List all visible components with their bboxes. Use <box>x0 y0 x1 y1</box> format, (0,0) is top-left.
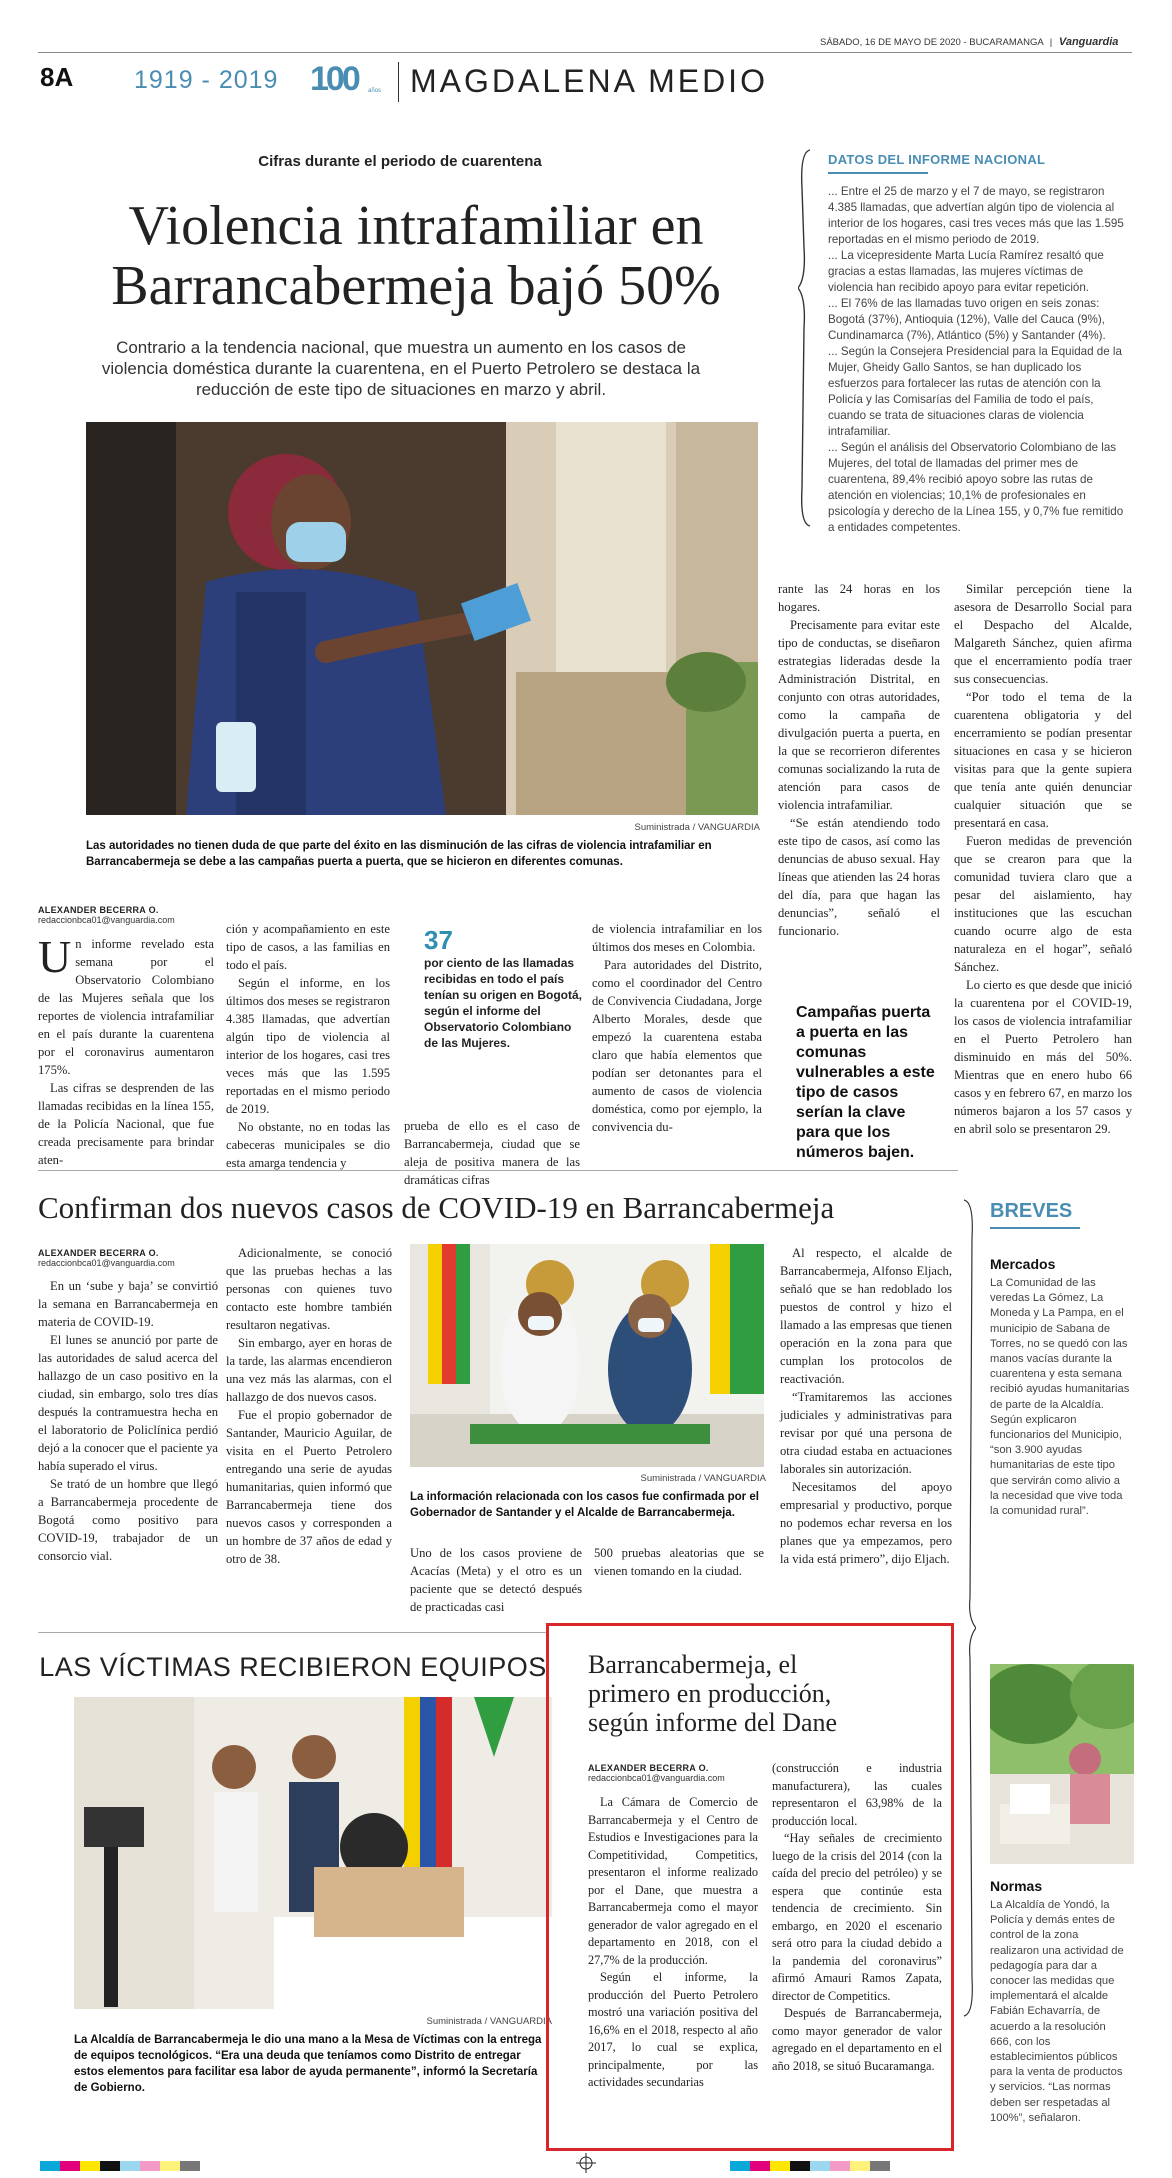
victimas-photo-caption: La Alcaldía de Barrancabermeja le dio una mano a la Mesa de Víctimas con la entrega de equipos tecnológicos. “Era una deuda que teníamos como Distrito de entregar estos elementos para facilitar esa labor de ayuda permanente”, informó la Secretaría de Gobierno. <box>74 2034 542 2094</box>
dane-headline-line2: primero en producción, <box>588 1679 832 1708</box>
covid-col2-p2: Sin embargo, ayer en horas de la tarde, las alarmas encendieron una vez más las alarmas, con el hallazgo de dos nuevos casos. <box>226 1336 392 1404</box>
covid-byline-email: redaccionbca01@vanguardia.com <box>38 1258 175 1268</box>
covid-column-4 <box>594 1544 764 1580</box>
dane-col2-p1: (construcción e industria manufacturera), las cuales representaron el 63,98% de la producción local. <box>772 1761 942 1828</box>
stat-text: por ciento de las llamadas recibidas en todo el país tenían su origen en Bogotá, según el informe del Observatorio Colombiano de las Mujeres. <box>424 956 583 1050</box>
datos-item: ... Según el análisis del Observatorio Colombiano de las Mujeres, del total de llamadas del primer mes de cuarentena, 89,4% recibió apoyo sobre las rutas de atención en violencias; 10,1% de profesionales en psicología y derecho de la Línea 155, y 0,7% fue remitido a entidades competentes. <box>828 441 1124 534</box>
main-col2-p2: Según el informe, en los últimos dos meses se registraron 4.385 llamadas, que advertían algún tipo de violencia al interior de los hogares, casi tres veces más que las 1.595 reportadas en el mismo periodo de 2019. <box>226 976 390 1116</box>
date-line: SÁBADO, 16 DE MAYO DE 2020 - BUCARAMANGA | Vanguardia <box>820 36 1119 48</box>
main-photo <box>86 422 758 815</box>
victimas-top-rule <box>38 1632 548 1633</box>
main-col4-p1: de violencia intrafamiliar en los últimos dos meses en Colombia. <box>592 922 762 954</box>
breves-item1-text: La Comunidad de las veredas La Gómez, La Moneda y La Pampa, en el municipio de Sabana de Torres, no se quedó con las manos vacías durante la cuarentena y esta semana recibió ayudas humanitarias de parte de la Alcaldía. Según explicaron funcionarios del Municipio, “son 3.900 ayudas humanitarias de este tipo que servirán como alivio a la necesidad que vive toda la comunidad rural”. <box>990 1277 1130 1518</box>
dane-column-1 <box>588 1794 758 2092</box>
covid-top-rule <box>38 1170 958 1171</box>
covid-column-2 <box>226 1244 392 1568</box>
main-col2-p1: ción y acompañamiento en este tipo de casos, a las familias en todo el país. <box>226 922 390 972</box>
stat-number: 37 <box>424 925 453 955</box>
main-byline-email: redaccionbca01@vanguardia.com <box>38 915 175 925</box>
breves-title-rule <box>990 1227 1080 1229</box>
anniversary-years: 1919 - 2019 <box>134 66 279 94</box>
covid-photo <box>410 1244 764 1467</box>
color-registration-bar-left <box>40 2158 200 2176</box>
main-col1-first: n informe revelado esta semana por el Observatorio Colombiano de las Mujeres señala que los reportes de violencia intrafamiliar en el país durante la cuarentena por el coronavirus aumentaron 175%. <box>38 937 214 1077</box>
anniversary-logo <box>310 60 400 104</box>
main-col5-p1: rante las 24 horas en los hogares. <box>778 582 940 614</box>
dane-byline-name: ALEXANDER BECERRA O. <box>588 1763 709 1773</box>
main-photo-illustration <box>86 422 758 815</box>
datos-list <box>828 184 1124 536</box>
main-col6-p1: Similar percepción tiene la asesora de Desarrollo Social para el Despacho del Alcalde, Malgareth Sánchez, quien afirma que el encerramiento podía traer sus consecuencias. <box>954 582 1132 686</box>
breves-title: BREVES <box>990 1200 1073 1222</box>
covid-col5-p1: Al respecto, el alcalde de Barrancabermeja, Alfonso Eljach, señaló que se han redoblado los puestos de control y hizo el llamado a las empresas que tienen operación en la zona para que cumplan los protocolos de reactivación. <box>780 1246 952 1386</box>
victimas-photo <box>74 1697 552 2009</box>
main-kicker: Cifras durante el periodo de cuarentena <box>258 153 542 170</box>
breves-item2-title: Normas <box>990 1878 1043 1894</box>
color-registration-bar-right <box>730 2158 890 2176</box>
registration-mark <box>576 2153 596 2178</box>
dane-col2-p2: “Hay señales de crecimiento luego de la crisis del 2014 (con la caída del precio del petróleo) y se espera que continúe esta tendencia de crecimiento. Sin embargo, en 2020 el escenario será otro para la ciudad debido a la pandemia del coronavirus” afirmó Amauri Ramos Zapata, director de Competitics. <box>772 1831 942 2003</box>
datos-title: DATOS DEL INFORME NACIONAL <box>828 152 1046 167</box>
main-photo-credit: Suministrada / VANGUARDIA <box>634 822 760 833</box>
dane-col2-p3: Después de Barrancabermeja, como mayor generador de valor agregado en el departamento en el año 2018, se situó Bucaramanga. <box>772 2006 942 2073</box>
datos-item: ... Entre el 25 de marzo y el 7 de mayo, se registraron 4.385 llamadas, que advertían algún tipo de violencia al interior de los hogares, casi tres veces más que las 1.595 reportadas en el mismo periodo de 2019. <box>828 185 1124 246</box>
main-headline-line1: Violencia intrafamiliar en <box>128 195 704 257</box>
covid-column-5 <box>780 1244 952 1568</box>
breves-photo-illustration <box>990 1664 1134 1864</box>
datos-item: ... Según la Consejera Presidencial para la Equidad de la Mujer, Gheidy Gallo Santos, se han duplicado los esfuerzos para fortalecer las rutas de atención con la Policía y las Comisarías del Familia de todo el país, cuando se trata de situaciones claras de violencia intrafamiliar. <box>828 345 1122 438</box>
main-photo-caption: Las autoridades no tienen duda de que parte del éxito en las disminución de las cifras de violencia intrafamiliar en Barrancabermeja se debe a las campañas puerta a puerta, que se hicieron en diferentes comunas. <box>86 840 712 868</box>
covid-byline <box>38 1248 228 1268</box>
section-title: MAGDALENA MEDIO <box>410 63 768 99</box>
main-col6-p4: Lo cierto es que desde que inició la cuarentena por el COVID-19, los casos de violencia intrafamiliar en el Puerto Petrolero han disminuido en más del 50%. Mientras que en enero hubo 66 casos y en febrero 67, en marzo los números bajaron a los 57 casos y en abril solo se presentaron 29. <box>954 978 1132 1136</box>
page-number: 8A <box>40 62 74 92</box>
covid-col1-p2: El lunes se anunció por parte de las autoridades de salud acerca del hallazgo de un caso positivo en la ciudad, sin embargo, solo tres días después la contramuestra hecha en el laboratorio de Policlínica perdió dejó a la conocer que el paciente ya había superado el virus. <box>38 1333 218 1473</box>
covid-column-1 <box>38 1277 218 1565</box>
breves-photo <box>990 1664 1134 1864</box>
registration-mark-icon <box>576 2153 596 2173</box>
datos-item: ... El 76% de las llamadas tuvo origen en seis zonas: Bogotá (37%), Antioquia (12%), Valle del Cauca (9%), Cundinamarca (7%), Atlántico (5%) y Santander (4%). <box>828 297 1106 342</box>
header-rule <box>38 52 1132 53</box>
main-column-3 <box>404 1117 580 1189</box>
datos-bracket-shape <box>798 148 812 528</box>
breves-item2-text: La Alcaldía de Yondó, la Policía y demás entes de control de la zona realizaron una actividad de pedagogía para dar a conocer las medidas que implementará el alcalde Fabián Echavarría, de acuerdo a la resolución 666, con los establecimientos públicos para la venta de productos y servicios. “Las normas deben ser respetadas al 100%”, señalaron. <box>990 1899 1124 2124</box>
covid-col1-p3: Se trató de un hombre que llegó a Barrancabermeja procedente de Bogotá como positivo para COVID-19, trabajador de un consorcio vial. <box>38 1477 218 1563</box>
covid-byline-name: ALEXANDER BECERRA O. <box>38 1248 159 1258</box>
covid-photo-illustration <box>410 1244 764 1467</box>
main-headline-line2: Barrancabermeja bajó 50% <box>111 255 721 317</box>
breves-bracket <box>962 1198 976 2018</box>
logo-sub: años <box>368 88 382 94</box>
main-pullquote: Campañas puerta a puerta en las comunas vulnerables a este tipo de casos serían la clave para que los números bajen. <box>796 1004 935 1161</box>
covid-col3-p1: Uno de los casos proviene de Acacías (Meta) y el otro es un paciente que se detectó después de practicadas casi <box>410 1546 582 1614</box>
main-lead: Contrario a la tendencia nacional, que muestra un aumento en los casos de violencia doméstica durante la cuarentena, en el Puerto Petrolero se destaca la reducción de este tipo de situaciones en marzo y abril. <box>101 338 701 399</box>
main-col1-p2: Las cifras se desprenden de las llamadas recibidas en la línea 155, de la Policía Nacional, que fue creada precisamente para brindar aten- <box>38 1081 214 1167</box>
main-col5-p3: “Se están atendiendo todo este tipo de casos, así como las denuncias de abuso sexual. Hay líneas que atienden las 24 horas del día, para que hagan las denuncias”, señaló el funcionario. <box>778 816 940 938</box>
logo-number: 100 <box>310 60 358 98</box>
covid-col2-p3: Fue el propio gobernador de Santander, Mauricio Aguilar, de visita en el Puerto Petrolero entregando una serie de ayudas humanitarias, quien informó que Barrancabermeja tiene dos nuevos casos y corresponden a un hombre de 37 años de edad y otro de 38. <box>226 1408 392 1566</box>
breves-item1-title: Mercados <box>990 1256 1056 1272</box>
main-headline <box>36 196 796 316</box>
covid-photo-credit: Suministrada / VANGUARDIA <box>640 1473 766 1484</box>
covid-col1-p1: En un ‘sube y baja’ se convirtió la semana en Barrancabermeja en materia de COVID-19. <box>38 1279 218 1329</box>
covid-col4-p1: 500 pruebas aleatorias que se vienen tomando en la ciudad. <box>594 1546 764 1578</box>
brand-name: Vanguardia <box>1058 36 1119 48</box>
header-divider <box>398 62 399 102</box>
dane-column-2 <box>772 1760 942 2075</box>
victimas-headline: LAS VÍCTIMAS RECIBIERON EQUIPOS <box>39 1652 547 1682</box>
main-dropcap: U <box>38 931 72 982</box>
datos-bracket <box>798 148 808 528</box>
covid-col5-p2: “Tramitaremos las acciones judiciales y administrativas para revisar por qué una persona de otra ciudad estaba en actuaciones laborales sin autorización. <box>780 1390 952 1476</box>
date-text: SÁBADO, 16 DE MAYO DE 2020 - BUCARAMANGA <box>820 37 1044 48</box>
main-byline-name: ALEXANDER BECERRA O. <box>38 905 159 915</box>
main-col2-p3: No obstante, no en todas las cabeceras municipales se dio esta amarga tendencia y <box>226 1120 390 1170</box>
dane-col1-p1: La Cámara de Comercio de Barrancabermeja y el Centro de Estudios e Investigaciones para la Competitividad, Competitics, presentaron el informe realizado por el Dane, que muestra a Barrancabermeja como el mayor generador de valor agregado en el departamento en 2018, con el 27,7% de la producción. <box>588 1795 758 1967</box>
dane-byline-email: redaccionbca01@vanguardia.com <box>588 1773 725 1783</box>
victimas-photo-credit: Suministrada / VANGUARDIA <box>426 2016 552 2027</box>
main-byline <box>38 905 228 925</box>
dane-headline-line1: Barrancabermeja, el <box>588 1650 798 1679</box>
covid-photo-caption: La información relacionada con los casos fue confirmada por el Gobernador de Santander y el Alcalde de Barrancabermeja. <box>410 1491 759 1519</box>
stat-box <box>424 925 586 1051</box>
dane-headline <box>588 1650 948 1737</box>
main-col6-p3: Fueron medidas de prevención que se crearon para que la comunidad tuviera claro que a pesar del aislamiento, hay instituciones que las escuchan cuando ocurre algo de esta naturaleza en el hogar”, señaló Sánchez. <box>954 834 1132 974</box>
datos-item: ... La vicepresidente Marta Lucía Ramírez resaltó que gracias a estas llamadas, las mujeres víctimas de violencia han recibido apoyo para evitar repetición. <box>828 249 1104 294</box>
main-col4-p2: Para autoridades del Distrito, como el coordinador del Centro de Convivencia Ciudadana, Jorge Alberto Morales, desde que empezó la cuarentena estaba claro que había elementos que podían ser detonantes para el aumento de casos de violencia doméstica, como por ejemplo, la convivencia du- <box>592 958 762 1134</box>
covid-column-3 <box>410 1544 582 1616</box>
main-column-4 <box>592 920 762 1136</box>
covid-col5-p3: Necesitamos del apoyo empresarial y productivo, porque no podemos echar reversa en los planes que ya empezamos, pero la vida está primero”, dijo Eljach. <box>780 1480 952 1566</box>
main-col6-p2: “Por todo el tema de la cuarentena obligatoria y del encerramiento se podían presentar situaciones en casa y se hicieron visitas para que la gente supiera que tenía ante quién denunciar cualquier situación que se presentará en casa. <box>954 690 1132 830</box>
main-column-1 <box>38 931 214 1169</box>
covid-headline: Confirman dos nuevos casos de COVID-19 en Barrancabermeja <box>38 1190 835 1225</box>
dane-headline-line3: según informe del Dane <box>588 1708 838 1737</box>
main-column-6 <box>954 580 1132 1138</box>
datos-title-rule <box>828 172 928 174</box>
breves-bracket-shape <box>962 1198 976 2018</box>
main-column-2 <box>226 920 390 1172</box>
main-column-5 <box>778 580 940 940</box>
main-col5-p2: Precisamente para evitar este tipo de conductas, se diseñaron estrategias lideradas desde la Administración Distrital, en conjunto con otras autoridades, como la campaña de divulgación puerta a puerta, en la que se recorrieron diferentes comunas socializando la ruta de atención para casos de violencia intrafamiliar. <box>778 618 940 812</box>
main-col3-p1: prueba de ello es el caso de Barrancabermeja, ciudad que se aleja de positiva manera de las dramáticas cifras <box>404 1119 580 1187</box>
covid-col2-p1: Adicionalmente, se conoció que las pruebas hechas a las personas con quienes tuvo contacto este hombre también resultaron negativas. <box>226 1246 392 1332</box>
dane-col1-p2: Según el informe, la producción del Puerto Petrolero mostró una variación positiva del 16,6% en el 2018, respecto al año 2017, lo cual se explica, principalmente, por las actividades secundarias <box>588 1970 758 2089</box>
dane-byline <box>588 1763 768 1783</box>
victimas-photo-illustration <box>74 1697 552 2009</box>
